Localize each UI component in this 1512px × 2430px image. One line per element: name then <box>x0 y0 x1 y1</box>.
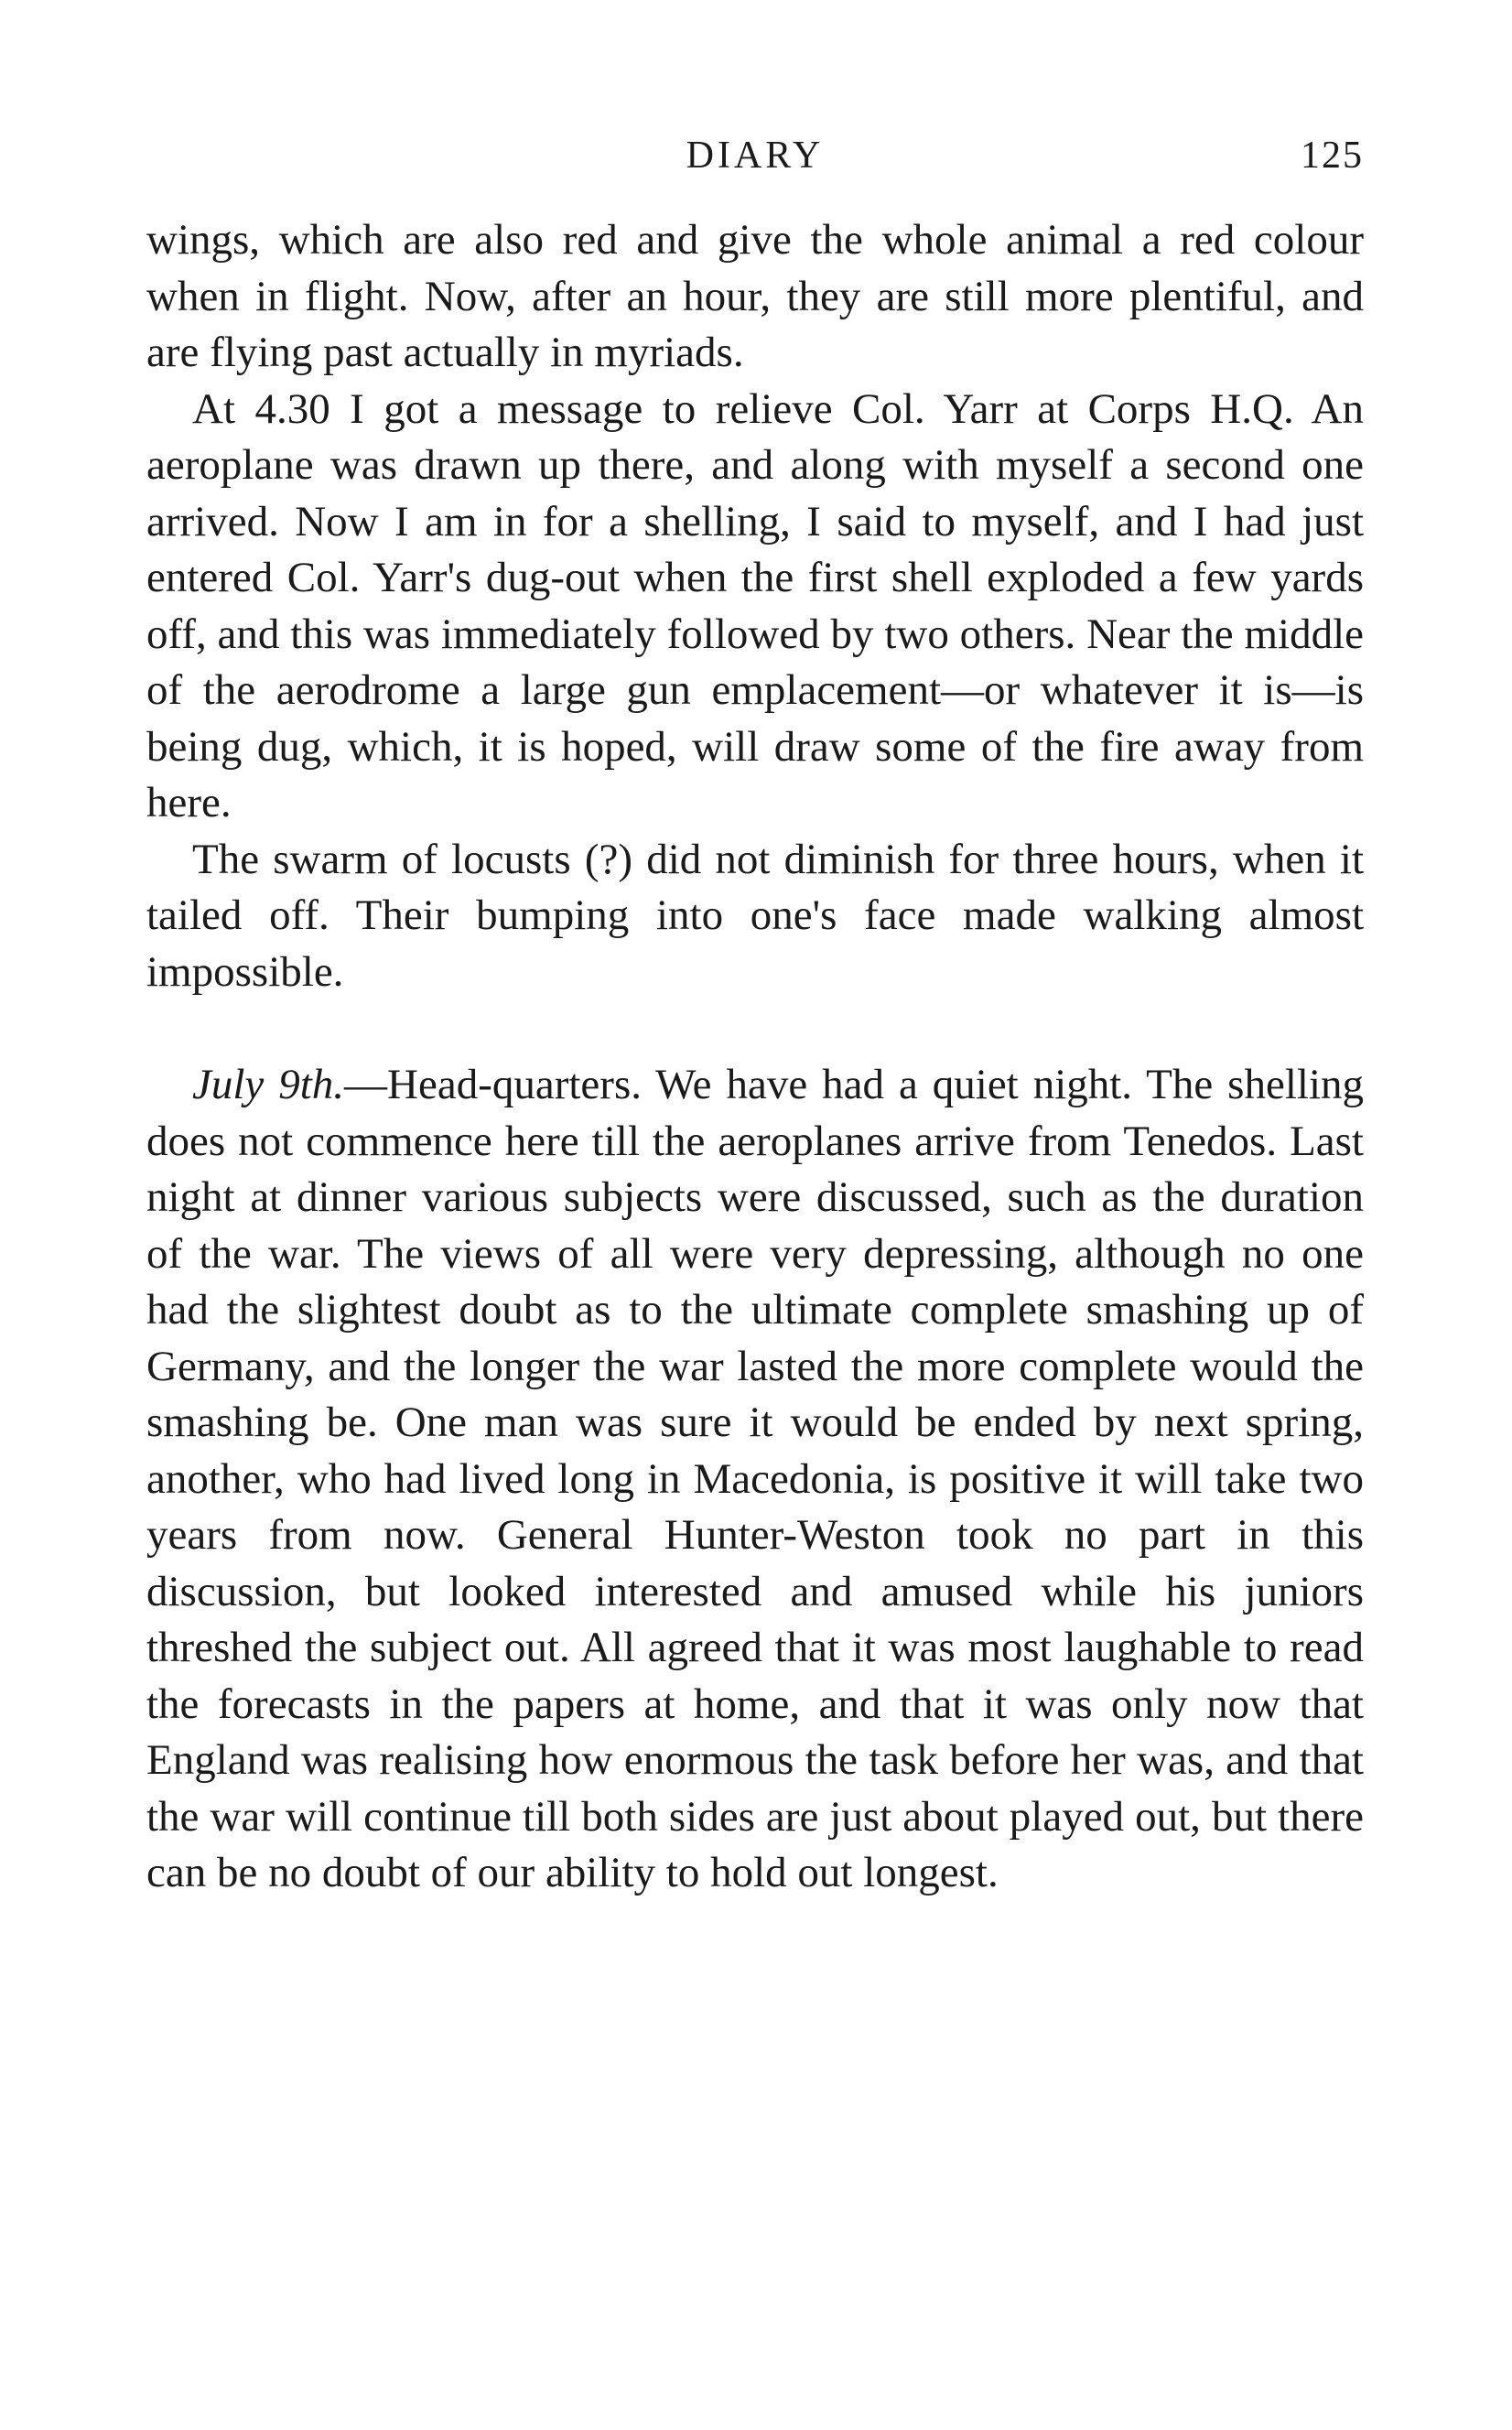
entry-text: Head-quarters. We have had a quiet night. The shelling does not commence here till the aeroplanes arrive from Tenedos. Last night at dinner various subjects were discussed, such as the duration of the war. The views of all were very depressing, although no one had the slightest doubt as to the ultimate complete smashing up of Germany, and the longer the war lasted the more complete would the smashing be. One man was sure it would be ended by next spring, another, who had lived long in Macedonia, is positive it will take two years from now. General Hunter-Weston took no part in this discussion, but looked interested and amused while his juniors threshed the subject out. All agreed that it was most laughable to read the forecasts in the papers at home, and that it was only now that England was realising how enormous the task before her was, and that the war will continue till both sides are just about played out, but there can be no doubt of our ability to hold out longest. <box>146 1061 1364 1896</box>
body-text <box>146 212 1364 1902</box>
entry-dash: — <box>344 1061 388 1108</box>
running-title: DIARY <box>686 135 825 177</box>
paragraph-message: At 4.30 I got a message to relieve Col. Yarr at Corps H.Q. An aeroplane was drawn up there, and along with myself a second one arrived. Now I am in for a shelling, I said to myself, and I had just entered Col. Yarr's dug-out when the first shell exploded a few yards off, and this was immediately followed by two others. Near the middle of the aerodrome a large gun emplacement—or whatever it is—is being dug, which, it is hoped, will draw some of the fire away from here. <box>146 384 1364 826</box>
paragraph-locusts: The swarm of locusts (?) did not diminish for three hours, when it tailed off. Their bumping into one's face made walking almost impossible. <box>146 835 1364 996</box>
running-head <box>146 128 1364 183</box>
page-number: 125 <box>1301 135 1364 177</box>
entry-date: July 9th. <box>192 1061 345 1108</box>
paragraph-continuation: wings, which are also red and give the whole animal a red colour when in flight. Now, after an hour, they are still more plentiful, and are flying past actually in myriads. <box>146 216 1364 376</box>
diary-entry <box>146 1057 1364 1902</box>
